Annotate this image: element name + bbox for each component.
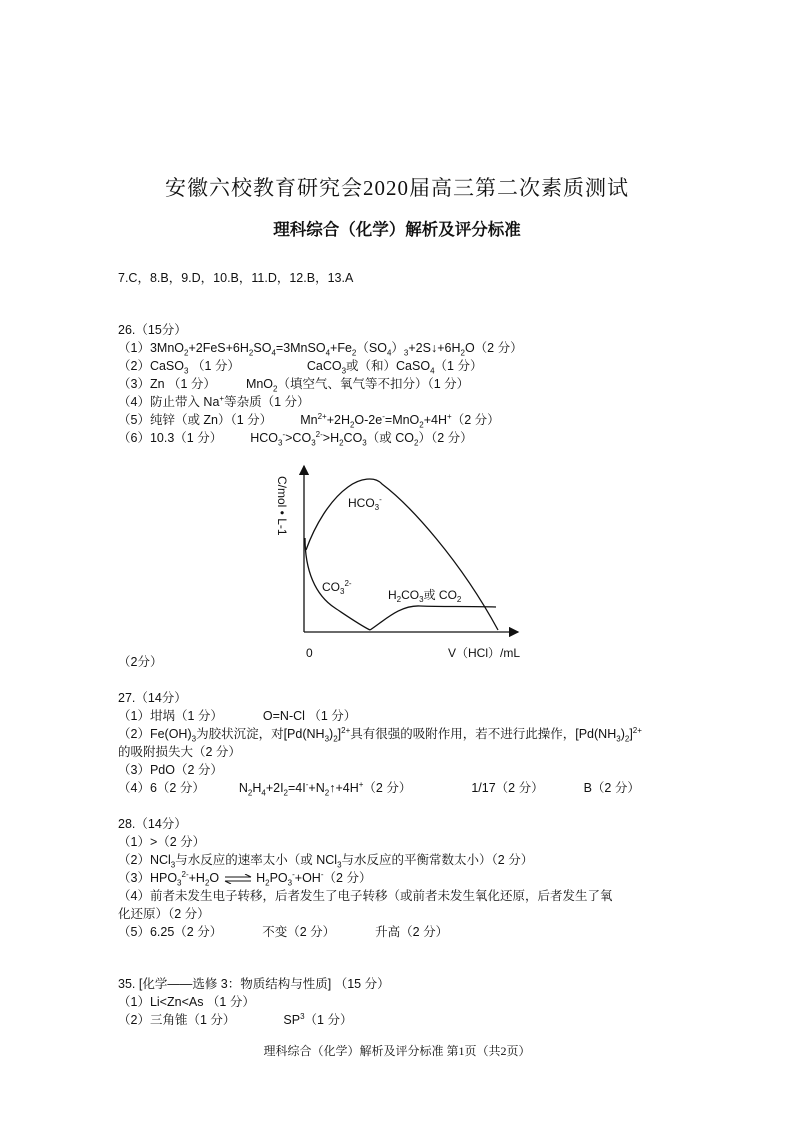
hco3-label: $HCO_3^-$ [348, 495, 382, 512]
page-subtitle: 理科综合（化学）解析及评分标准 [273, 221, 521, 239]
q28-line-2: （2）NCl$_3$与水反应的速率太小（或 NCl$_3$与水反应的平衡常数太小）（2 分） [118, 853, 534, 870]
q28-line-3: $(3)HPO_3^{2-}+H_2O$ $H_2PO_3^-+OH^-(2$ 分） [118, 869, 372, 888]
q28-line-1: （1）>（2 分） [118, 835, 206, 849]
q26-line-6: （6）10.3（1 分） $HCO_3^->CO_3^{2-}>H_2CO_3$（或 $CO_2)(2$ 分） [118, 429, 473, 448]
page-footer: 理科综合（化学）解析及评分标准 第1页（共2页） [263, 1044, 531, 1058]
q27-header: 27.（14分） [118, 691, 187, 705]
q26-line-3: （3）Zn （1 分） MnO$_2$（填空气、氧气等不扣分）（1 分） [118, 377, 470, 394]
q28-header: 28.（14分） [118, 817, 187, 831]
q26-line-4: （4）防止带入 Na+等杂质（1 分） [118, 393, 310, 409]
q35-line-1: （1）Li<Zn<As （1 分） [118, 995, 255, 1009]
multiple-choice-answers: 7.C，8.B，9.D，10.B，11.D，12.B，13.A [118, 271, 354, 285]
q35-header: 35. [化学——选修 3：物质结构与性质] （15 分） [118, 977, 390, 991]
q26-line-5: （5）纯锌（或 Zn）（1 分） $Mn^{2+}+2H_2O-2e^-=MnO_2+4H^+(2$ 分） [118, 411, 500, 430]
q27-line-2b: 的吸附损失大（2 分） [118, 745, 241, 759]
q28-line-4: （4）前者未发生电子转移，后者发生了电子转移（或前者未发生氧化还原，后者发生了氧 [118, 889, 613, 903]
q28-line-5: （5）6.25（2 分） 不变（2 分） 升高（2 分） [118, 925, 449, 939]
q28-line-4b: 化还原）（2 分） [118, 907, 210, 921]
page-title: 安徽六校教育研究会2020届高三第二次素质测试 [165, 176, 629, 200]
q26-line-2: （2）CaSO$_3$ （1 分） CaCO$_3$或（和）CaSO$_4$（1 分） [118, 359, 483, 376]
q27-line-2: $(2)Fe(OH)_3$为胶状沉淀，对$[Pd(NH_3)_2]^{2+}$具有很强的吸附作用，若不进行此操作，$[Pd(NH_3)_2]^{2+}$ [118, 725, 642, 744]
q26-graph-score: （2分） [118, 655, 163, 669]
x-axis-label: V（HCl）/mL [448, 646, 521, 660]
q26-header: 26.（15分） [118, 323, 187, 337]
y-axis-label: C/mol • L-1 [275, 476, 289, 536]
co3-label: $CO_3^{2-}$ [322, 579, 352, 596]
h2co3-curve [370, 606, 496, 630]
titration-chart [260, 460, 540, 665]
q27-line-3: （3）PdO（2 分） [118, 763, 223, 777]
q27-line-4: （4）6（2 分） $N_2H_4+2I_2=4I^-+N_2↑+4H^+(2$ 分） 1/17（2 分） B（2 分） [118, 779, 640, 798]
q27-line-1: （1）坩埚（1 分） O=N-Cl （1 分） [118, 709, 357, 723]
q26-line-1: $(1)3MnO_2+2FeS+6H_2SO_4=3MnSO_4+Fe_2(SO_4)_3+2S↓+6H_2O(2$ 分） [118, 341, 523, 358]
h2co3-label: $H_2CO_3$或 $CO_2$ [388, 588, 462, 604]
equilibrium-arrow-icon [223, 874, 253, 884]
origin-label: 0 [306, 646, 313, 660]
q35-line-2: （2）三角锥（1 分） $SP^3(1$ 分） [118, 1011, 353, 1027]
